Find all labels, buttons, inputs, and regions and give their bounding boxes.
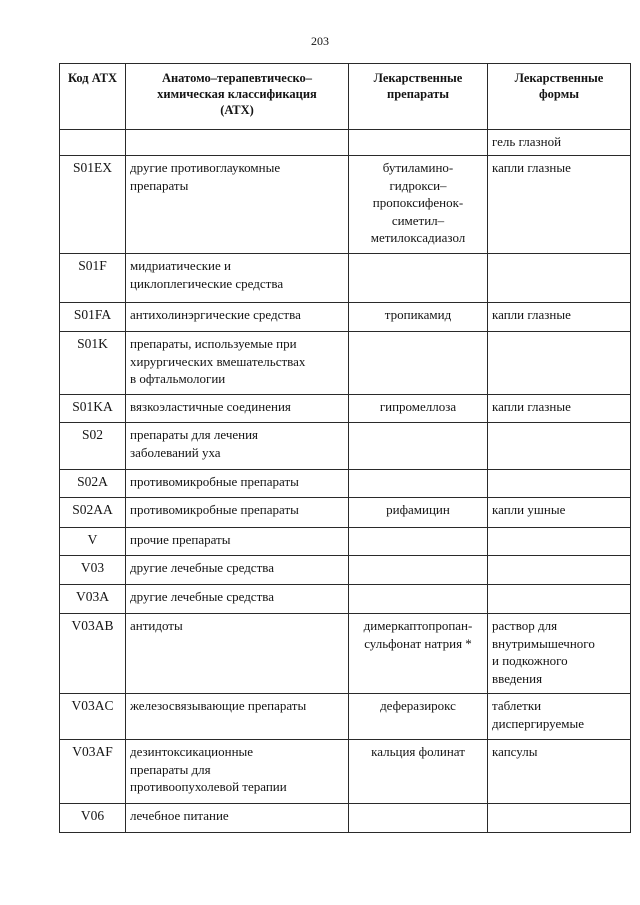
table-row — [60, 528, 631, 556]
cell-code: V06 — [60, 804, 126, 833]
cell-code: V03 — [60, 556, 126, 585]
cell-name: мидриатические и циклоплегические средства — [126, 254, 349, 303]
table-row — [60, 423, 631, 470]
atx-table — [59, 63, 631, 833]
cell-name: антихолинэргические средства — [126, 303, 349, 332]
cell-name: противомикробные препараты — [126, 498, 349, 528]
cell-name: препараты для лечения заболеваний уха — [126, 423, 349, 470]
cell-form: гель глазной — [488, 130, 631, 156]
cell-code: S02A — [60, 470, 126, 498]
header-drugs: Лекарственные препараты — [349, 64, 488, 130]
cell-drug: рифамицин — [349, 498, 488, 528]
table-row — [60, 740, 631, 804]
table-row — [60, 395, 631, 423]
cell-form: капли глазные — [488, 156, 631, 254]
cell-drug — [349, 254, 488, 303]
cell-form — [488, 254, 631, 303]
cell-drug: тропикамид — [349, 303, 488, 332]
cell-code — [60, 130, 126, 156]
cell-drug — [349, 130, 488, 156]
cell-drug — [349, 804, 488, 833]
table-header-row — [60, 64, 631, 130]
header-classification: Анатомо–терапевтическо– химическая классификация (АТХ) — [126, 64, 349, 130]
cell-form: капсулы — [488, 740, 631, 804]
table-row — [60, 498, 631, 528]
cell-code: V03AC — [60, 694, 126, 740]
cell-code: V — [60, 528, 126, 556]
table-row — [60, 614, 631, 694]
cell-drug — [349, 423, 488, 470]
cell-name: вязкоэластичные соединения — [126, 395, 349, 423]
cell-form: капли глазные — [488, 395, 631, 423]
table-row — [60, 694, 631, 740]
table-row — [60, 332, 631, 395]
cell-form: раствор для внутримышечного и подкожного введения — [488, 614, 631, 694]
header-forms: Лекарственные формы — [488, 64, 631, 130]
cell-form — [488, 332, 631, 395]
table-row — [60, 585, 631, 614]
cell-form: капли ушные — [488, 498, 631, 528]
cell-code: S01EX — [60, 156, 126, 254]
cell-name: другие лечебные средства — [126, 585, 349, 614]
cell-name: другие противоглаукомные препараты — [126, 156, 349, 254]
cell-drug — [349, 528, 488, 556]
cell-name: прочие препараты — [126, 528, 349, 556]
cell-code: V03A — [60, 585, 126, 614]
cell-drug: гипромеллоза — [349, 395, 488, 423]
cell-code: S02 — [60, 423, 126, 470]
table-row — [60, 804, 631, 833]
cell-name: препараты, используемые при хирургических вмешательствах в офтальмологии — [126, 332, 349, 395]
cell-form: капли глазные — [488, 303, 631, 332]
cell-form — [488, 423, 631, 470]
cell-code: S01K — [60, 332, 126, 395]
table-row — [60, 156, 631, 254]
cell-drug — [349, 585, 488, 614]
cell-code: S01FA — [60, 303, 126, 332]
cell-drug: бутиламино- гидрокси– пропоксифенок- симетил– метилоксадиазол — [349, 156, 488, 254]
table-row — [60, 130, 631, 156]
cell-drug — [349, 470, 488, 498]
cell-drug: кальция фолинат — [349, 740, 488, 804]
cell-name: дезинтоксикационные препараты для противоопухолевой терапии — [126, 740, 349, 804]
table-row — [60, 303, 631, 332]
cell-code: S02AA — [60, 498, 126, 528]
cell-form — [488, 528, 631, 556]
cell-drug: димеркаптопропан- сульфонат натрия * — [349, 614, 488, 694]
cell-form — [488, 556, 631, 585]
cell-name: лечебное питание — [126, 804, 349, 833]
cell-code: S01F — [60, 254, 126, 303]
cell-form — [488, 585, 631, 614]
table-row — [60, 254, 631, 303]
cell-name: противомикробные препараты — [126, 470, 349, 498]
cell-form — [488, 470, 631, 498]
cell-name: антидоты — [126, 614, 349, 694]
cell-drug: деферазирокс — [349, 694, 488, 740]
cell-code: V03AB — [60, 614, 126, 694]
cell-name — [126, 130, 349, 156]
cell-drug — [349, 332, 488, 395]
header-code: Код АТХ — [60, 64, 126, 130]
table-row — [60, 556, 631, 585]
cell-code: V03AF — [60, 740, 126, 804]
cell-code: S01KA — [60, 395, 126, 423]
cell-form: таблетки диспергируемые — [488, 694, 631, 740]
cell-drug — [349, 556, 488, 585]
cell-form — [488, 804, 631, 833]
cell-name: железосвязывающие препараты — [126, 694, 349, 740]
page-number: 203 — [311, 34, 329, 48]
table-row — [60, 470, 631, 498]
cell-name: другие лечебные средства — [126, 556, 349, 585]
